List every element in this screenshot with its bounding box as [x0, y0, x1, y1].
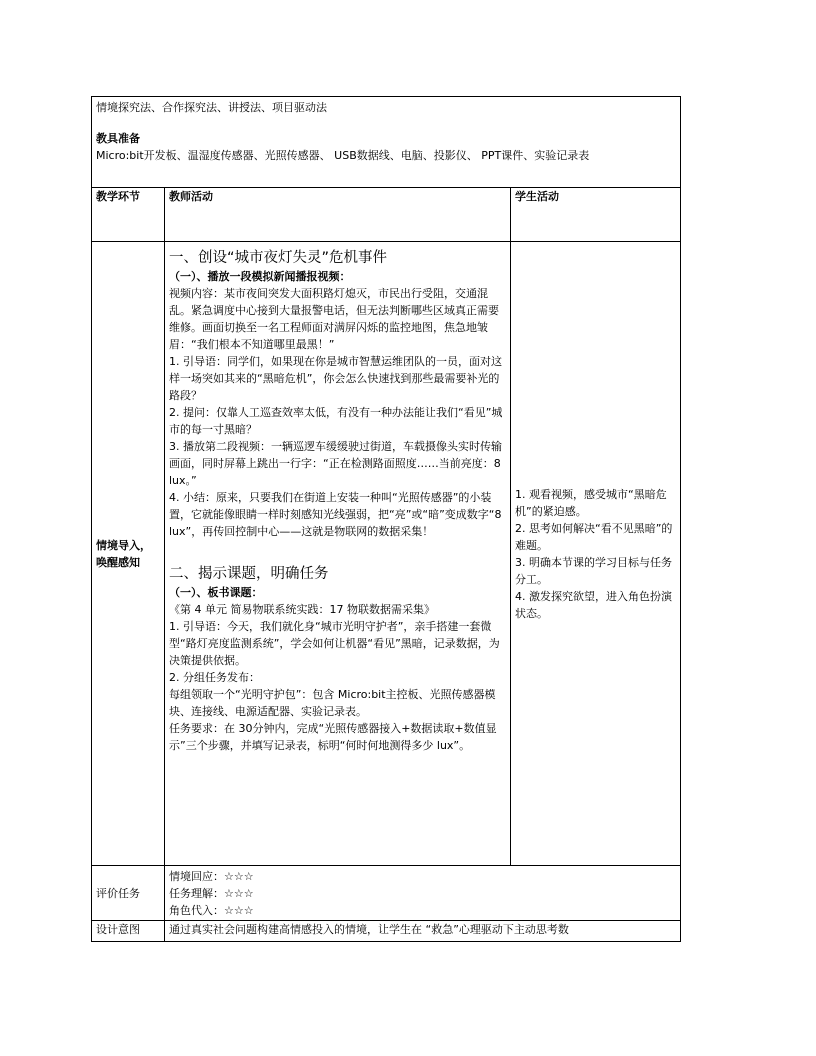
section2-line: 每组领取一个“光明守护包”：包含 Micro:bit主控板、光照传感器模块、连接线、电源适配器、实验记录表。 — [169, 688, 496, 718]
header-stage: 教学环节 — [92, 188, 165, 242]
tools-text: Micro:bit开发板、温湿度传感器、光照传感器、 USB数据线、电脑、投影仪、 PPT课件、实验记录表 — [96, 149, 590, 162]
section2-line: 2. 分组任务发布： — [169, 671, 260, 684]
evaluation-label: 评价任务 — [92, 866, 165, 921]
student-activity-item: 1. 观看视频，感受城市“黑暗危机”的紧迫感。 — [515, 487, 667, 518]
methods-tools-cell — [92, 97, 681, 188]
student-activity-item: 3. 明确本节课的学习目标与任务分工。 — [515, 555, 672, 586]
design-label: 设计意图 — [92, 921, 165, 942]
student-activity-cell — [511, 242, 681, 866]
teaching-methods: 情境探究法、合作探究法、讲授法、项目驱动法 — [96, 101, 327, 114]
section2-title: 二、揭示课题，明确任务 — [169, 566, 329, 582]
evaluation-row — [92, 866, 681, 921]
header-row — [92, 188, 681, 242]
student-activity-item: 2. 思考如何解决“看不见黑暗”的难题。 — [515, 521, 673, 552]
stage1-row — [92, 242, 681, 866]
student-activity-item: 4. 激发探究欲望，进入角色扮演状态。 — [515, 589, 672, 620]
section1-title: 一、创设“城市夜灯失灵”危机事件 — [169, 250, 388, 266]
evaluation-item: 情境回应：☆☆☆ — [169, 869, 254, 883]
header-student: 学生活动 — [511, 188, 681, 242]
section2-line: 任务要求：在 30分钟内，完成“光照传感器接入+数据读取+数值显示”三个步骤，并填写记录表，标明“何时何地测得多少 lux”。 — [169, 722, 497, 752]
evaluation-items — [165, 866, 681, 921]
stage1-label: 情境导入，唤醒感知 — [92, 242, 165, 866]
section1-line: 视频内容：某市夜间突发大面积路灯熄灭，市民出行受阻，交通混乱。紧急调度中心接到大量报警电话，但无法判断哪些区域真正需要维修。画面切换至一名工程师面对满屏闪烁的监控地图，焦急地皱眉：“我们根本不知道哪里最黑！” — [169, 287, 499, 351]
header-teacher: 教师活动 — [165, 188, 511, 242]
section2-line: 《第 4 单元 简易物联系统实践：17 物联数据需采集》 — [169, 603, 435, 616]
section1-subtitle: （一）、播放一段模拟新闻播报视频： — [169, 270, 351, 283]
top-row — [92, 97, 681, 188]
evaluation-item: 角色代入：☆☆☆ — [169, 903, 254, 917]
section1-line: 2. 提问：仅靠人工巡查效率太低，有没有一种办法能让我们“看见”城市的每一寸黑暗？ — [169, 406, 503, 436]
tools-title: 教具准备 — [96, 132, 140, 145]
lesson-plan-table — [91, 96, 681, 942]
section1-line: 1. 引导语：同学们，如果现在你是城市智慧运维团队的一员，面对这样一场突如其来的“黑暗危机”，你会怎么快速找到那些最需要补光的路段？ — [169, 355, 502, 402]
design-text: 通过真实社会问题构建高情感投入的情境，让学生在 “救急”心理驱动下主动思考数 — [165, 921, 681, 942]
section1-line: 3. 播放第二段视频：一辆巡逻车缓缓驶过街道，车载摄像头实时传输画面，同时屏幕上跳出一行字：“正在检测路面照度……当前亮度：8 lux。” — [169, 440, 502, 487]
evaluation-item: 任务理解：☆☆☆ — [169, 886, 254, 900]
section2-line: 1. 引导语：今天，我们就化身“城市光明守护者”，亲手搭建一套微型“路灯亮度监测系统”，学会如何让机器“看见”黑暗，记录数据，为决策提供依据。 — [169, 620, 500, 667]
section2-subtitle: （一）、板书课题： — [169, 586, 263, 599]
design-row — [92, 921, 681, 942]
teacher-activity-cell — [165, 242, 511, 866]
section1-line: 4. 小结：原来，只要我们在街道上安装一种叫“光照传感器”的小装置，它就能像眼睛一样时刻感知光线强弱，把“亮”或“暗”变成数字“8 lux”，再传回控制中心——这就是物联网的数据采集！ — [169, 491, 502, 538]
